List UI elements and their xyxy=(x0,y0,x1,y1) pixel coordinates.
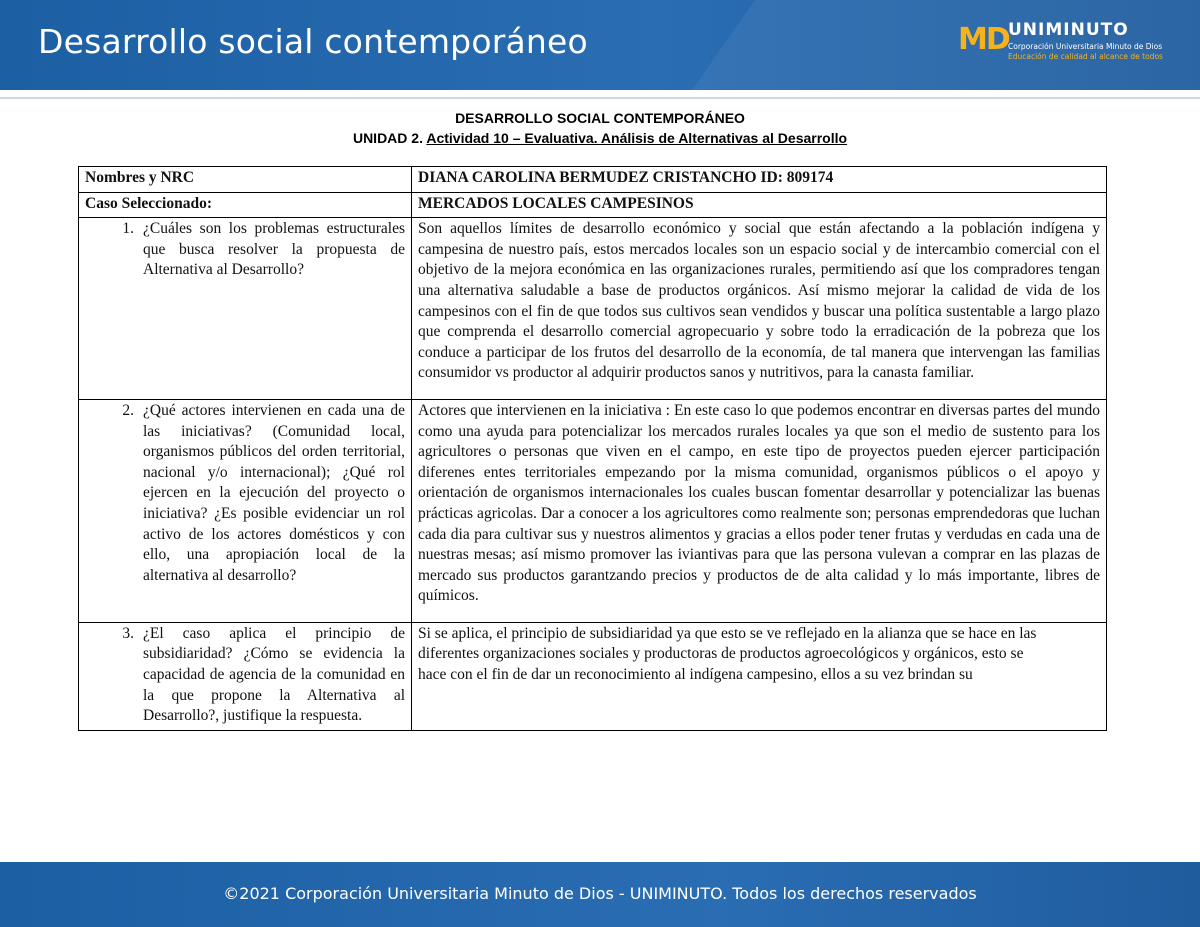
unit-label: UNIDAD 2. xyxy=(352,130,427,146)
answer-line: hace con el fin de dar un reconocimiento al indígena campesino, ellos a su vez brindan su xyxy=(418,666,973,684)
question-number: 3. xyxy=(122,624,134,642)
document-title: DESARROLLO SOCIAL CONTEMPORÁNEO xyxy=(455,110,745,126)
table-row xyxy=(79,622,1107,730)
copyright-text: ©2021 Corporación Universitaria Minuto de Dios - UNIMINUTO. Todos los derechos reservados xyxy=(223,884,977,903)
answer-line: diferentes organizaciones sociales y productoras de productos agroecológicos y orgánicos, esto se xyxy=(418,645,1024,663)
question-3 xyxy=(85,624,405,727)
question-1 xyxy=(85,219,405,281)
table-row xyxy=(79,218,1107,400)
question-text: ¿Cuáles son los problemas estructurales que busca resolver la propuesta de Alternativa al Desarrollo? xyxy=(143,220,405,279)
logo-mark: MD xyxy=(958,22,1009,57)
header-title: Desarrollo social contemporáneo xyxy=(38,22,588,61)
case-value: MERCADOS LOCALES CAMPESINOS xyxy=(412,192,1107,218)
page-footer xyxy=(0,862,1200,927)
logo-subtitle: Corporación Universitaria Minuto de Dios xyxy=(1008,42,1163,51)
names-label: Nombres y NRC xyxy=(79,167,412,193)
names-value: DIANA CAROLINA BERMUDEZ CRISTANCHO ID: 809174 xyxy=(412,167,1107,193)
question-number: 1. xyxy=(122,220,134,238)
question-number: 2. xyxy=(122,401,134,419)
header-divider xyxy=(0,97,1200,99)
table-row xyxy=(79,167,1107,193)
answer-2: Actores que intervienen en la iniciativa : En este caso lo que podemos encontrar en diversas partes del mundo como una ayuda para potencializar los mercados rurales locales ya que son el medio de sustento para los agricultores o personas que viven en el campo, en este tipo de proyectos pueden ejercer participación diferenes entes territoriales empezando por la misma comunidad, organismos públicos o el apoyo y orientación de organismos internacionales los cuales buscan fomentar desarrollar y potencializar las buenas prácticas agricolas. Dar a conocer a los agricultores como realmente son; personas emprendedoras que luchan cada dia para cultivar sus y nuestros alimentos y gracias a ellos poder tener frutas y verdudas en cada una de nuestras mesas; así mismo promover las iviantivas para que las persona vulevan a comprar en las plazas de mercado sus productos garantzando precios y productos de de alta calidad y lo más importante, libres de químicos. xyxy=(418,401,1100,605)
page-header xyxy=(0,0,1200,90)
uniminuto-logo xyxy=(958,18,1163,66)
case-label: Caso Seleccionado: xyxy=(79,192,412,218)
logo-brand: UNIMINUTO xyxy=(1008,20,1129,40)
answer-1: Son aquellos límites de desarrollo económico y social que están afectando a la población indígena y campesina de nuestro país, estos mercados locales son un espacio social y de intercambio comercial con el objetivo de la mejora económica en las organizaciones rurales, permitiendo así que los compradores tengan una alternativa saludable a base de productos orgánicos. Así mismo mejorar la calidad de vida de los campesinos con el fin de que todos sus cultivos sean vendidos y buscar una política sustentable a largo plazo que comprenda el desarrollo comercial agropecuario y sobre todo la erradicación de la pobreza que los conduce a participar de los frutos del desarrollo de la economía, de tal manera que intervengan las familias consumidor vs productor al adquirir productos sanos y nutritivos, para la canasta familiar. xyxy=(418,220,1100,382)
question-2 xyxy=(85,401,405,586)
activity-label: Actividad 10 – Evaluativa. Análisis de Alternativas al Desarrollo xyxy=(426,130,848,146)
answer-3 xyxy=(418,624,1100,686)
question-text: ¿El caso aplica el principio de subsidiaridad? ¿Cómo se evidencia la capacidad de agencia de la comunidad en la que propone la Alternativa al Desarrollo?, justifique la respuesta. xyxy=(143,624,405,725)
logo-tagline: Educación de calidad al alcance de todos xyxy=(1008,52,1163,61)
table-row xyxy=(79,192,1107,218)
document-subtitle xyxy=(0,128,1200,148)
answer-line: Si se aplica, el principio de subsidiaridad ya que esto se ve reflejado en la alianza que se hace en las xyxy=(418,624,1037,642)
document-heading xyxy=(0,108,1200,148)
table-row xyxy=(79,399,1107,622)
activity-table xyxy=(78,166,1107,731)
question-text: ¿Qué actores intervienen en cada una de las iniciativas? (Comunidad local, organismos públicos del orden territorial, nacional y/o internacional); ¿Qué rol ejercen en la ejecución del proyecto o iniciativa? ¿Es posible evidenciar un rol activo de los actores domésticos y con ello, una apropiación local de la alternativa al desarrollo? xyxy=(143,401,405,584)
